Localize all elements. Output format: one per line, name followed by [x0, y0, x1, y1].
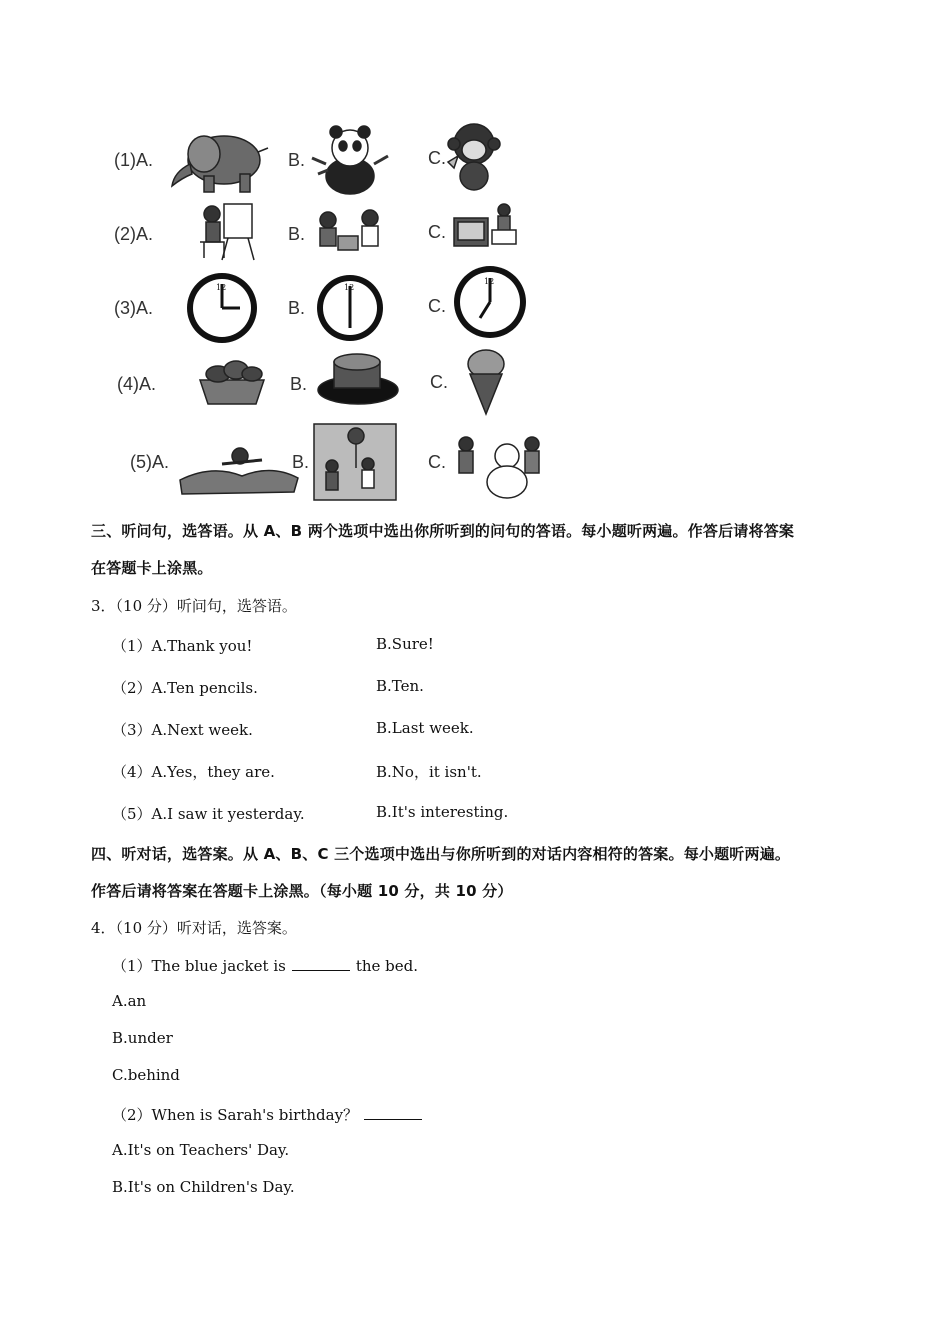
painting-boy-icon [200, 204, 254, 260]
planting-trees-icon [314, 424, 396, 500]
clock-3-icon [187, 273, 257, 343]
row1-label: (1)A. [114, 150, 154, 170]
q3-item2-option-b: B.Ten. [376, 677, 424, 695]
q3-item4-option-a: （4）A.Yes，they are. [112, 763, 275, 781]
row4-label: (4)A. [117, 374, 157, 394]
elephant-icon [172, 136, 268, 192]
swimming-icon [180, 448, 298, 494]
section3-heading-line1: 三、听问句，选答语。从 A、B 两个选项中选出你所听到的问句的答语。每小题听两遍。作答后请将答案 [91, 522, 795, 540]
q3-item5-option-b: B.It's interesting. [376, 803, 509, 821]
q3-item1-option-b: B.Sure! [376, 635, 434, 653]
row5-c: C. [428, 452, 446, 472]
q3-item4-option-b: B.No，it isn't. [376, 763, 482, 781]
playing-chess-icon [320, 210, 378, 250]
row2-label: (2)A. [114, 224, 154, 244]
row5-b: B. [292, 452, 310, 472]
q4-item1-stem-post: the bed. [355, 957, 418, 975]
svg-text:12: 12 [344, 283, 355, 292]
cake-icon [318, 354, 398, 404]
row3-b: B. [288, 298, 306, 318]
section4-heading-line1: 四、听对话，选答案。从 A、B、C 三个选项中选出与你所听到的对话内容相符的答案。每小题听两遍。 [91, 845, 791, 863]
q4-item2-stem [112, 1104, 428, 1125]
row1-b: B. [288, 150, 306, 170]
q3-item2-option-a: （2）A.Ten pencils. [112, 679, 258, 697]
row2-c: C. [428, 222, 446, 242]
answer-blank [364, 1105, 422, 1120]
question-3-title: 3．（10 分）听问句，选答语。 [91, 597, 297, 615]
q4-item2-option-a: A.It's on Teachers' Day. [112, 1141, 290, 1159]
q4-item2-option-b: B.It's on Children's Day. [112, 1178, 295, 1196]
clock-6-icon [317, 275, 383, 341]
question-4-title: 4．（10 分）听对话，选答案。 [91, 919, 297, 937]
row2-b: B. [288, 224, 306, 244]
monkey-icon [448, 124, 500, 190]
row4-c: C. [430, 372, 448, 392]
row1-c: C. [428, 148, 446, 168]
q4-item2-stem-pre: （2）When is Sarah's birthday？ [112, 1106, 359, 1124]
q3-item3-option-a: （3）A.Next week. [112, 721, 253, 739]
panda-icon [312, 126, 388, 194]
watching-tv-icon [454, 204, 516, 246]
row4-b: B. [290, 374, 308, 394]
q4-item1-stem-pre: （1）The blue jacket is [112, 957, 286, 975]
ice-cream-icon [468, 350, 504, 414]
chicken-basket-icon [200, 361, 264, 404]
svg-text:12: 12 [484, 277, 495, 286]
q4-item1-stem [112, 955, 418, 976]
answer-blank [292, 956, 350, 971]
clock-7-icon [454, 266, 526, 338]
row3-label: (3)A. [114, 298, 154, 318]
snowman-icon [459, 437, 539, 498]
q4-item1-option-c: C.behind [112, 1066, 180, 1084]
section3-heading-line2: 在答题卡上涂黑。 [91, 559, 213, 577]
q3-item1-option-a: （1）A.Thank you! [112, 637, 253, 655]
svg-text:12: 12 [216, 283, 227, 292]
row3-c: C. [428, 296, 446, 316]
section4-heading-line2: 作答后请将答案在答题卡上涂黑。（每小题 10 分，共 10 分） [91, 882, 513, 900]
picture-options-figure [112, 118, 550, 502]
q3-item3-option-b: B.Last week. [376, 719, 474, 737]
q4-item1-option-b: B.under [112, 1029, 173, 1047]
q4-item1-option-a: A.an [112, 992, 147, 1010]
row5-label: (5)A. [130, 452, 170, 472]
q3-item5-option-a: （5）A.I saw it yesterday. [112, 805, 305, 823]
